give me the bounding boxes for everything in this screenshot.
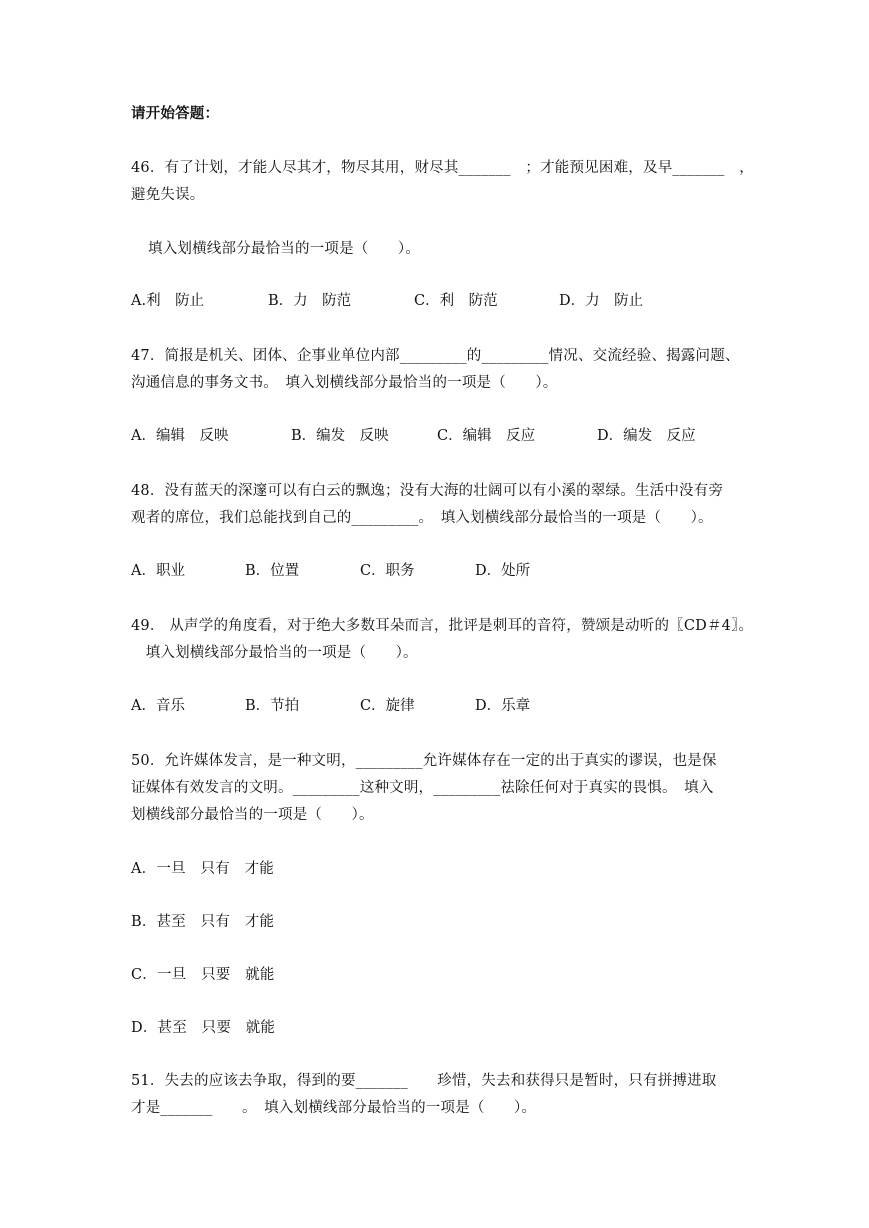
question-49-line-1: 49． 从声学的角度看，对于绝大多数耳朵而言，批评是刺耳的音符，赞颂是动听的〖CD＃4〗。 <box>131 618 754 634</box>
option-c: C．一旦 只要 就能 <box>131 967 275 983</box>
option-d: D．甚至 只要 就能 <box>131 1020 276 1036</box>
question-50-line-2: 证媒体有效发言的文明。_________这种文明，_________祛除任何对于真实的畏惧。 填入 <box>131 780 714 796</box>
question-51-line-2: 才是_______ 。 填入划横线部分最恰当的一项是（ ）。 <box>131 1100 537 1116</box>
question-48-line-1: 48．没有蓝天的深邃可以有白云的飘逸；没有大海的壮阔可以有小溪的翠绿。生活中没有旁 <box>131 483 724 499</box>
question-46-line-2: 避免失误。 <box>131 187 205 203</box>
option-b: B．甚至 只有 才能 <box>131 914 275 930</box>
question-50-line-1: 50．允许媒体发言，是一种文明，_________允许媒体存在一定的出于真实的谬误，也是保 <box>131 753 717 769</box>
question-47-line-1: 47．简报是机关、团体、企事业单位内部_________的_________情况、交流经验、揭露问题、 <box>131 348 740 364</box>
option-a: A．音乐 <box>131 698 185 714</box>
section-heading: 请开始答题： <box>131 105 220 122</box>
option-a: A．一旦 只有 才能 <box>131 861 274 877</box>
option-c: C．旋律 <box>360 698 415 714</box>
option-d: D．编发 反应 <box>597 428 696 444</box>
option-b: B．节拍 <box>245 698 300 714</box>
question-48-line-2: 观者的席位，我们总能找到自己的_________。 填入划横线部分最恰当的一项是（ ）。 <box>131 510 713 526</box>
option-d: D．力 防止 <box>559 293 644 309</box>
option-d: D．处所 <box>475 563 531 579</box>
question-50-line-3: 划横线部分最恰当的一项是（ ）。 <box>131 807 374 823</box>
question-47-line-2: 沟通信息的事务文书。 填入划横线部分最恰当的一项是（ ）。 <box>131 375 558 391</box>
option-a: A.利 防止 <box>131 293 205 309</box>
option-a: A．职业 <box>131 563 185 579</box>
option-d: D．乐章 <box>475 698 531 714</box>
question-46-stem: 填入划横线部分最恰当的一项是（ ）。 <box>148 241 421 257</box>
question-51-line-1: 51．失去的应该去争取，得到的要_______ 珍惜，失去和获得只是暂时，只有拼搏进取 <box>131 1073 717 1089</box>
option-a: A．编辑 反映 <box>131 428 229 444</box>
option-b: B．编发 反映 <box>291 428 389 444</box>
option-b: B．位置 <box>245 563 300 579</box>
option-b: B．力 防范 <box>268 293 352 309</box>
option-c: C．职务 <box>360 563 415 579</box>
option-c: C．利 防范 <box>414 293 498 309</box>
question-49-line-2: 填入划横线部分最恰当的一项是（ ）。 <box>131 645 418 661</box>
question-46-line-1: 46．有了计划，才能人尽其才，物尽其用，财尽其_______ ；才能预见困难，及早_______ ， <box>131 160 754 176</box>
option-c: C．编辑 反应 <box>437 428 536 444</box>
